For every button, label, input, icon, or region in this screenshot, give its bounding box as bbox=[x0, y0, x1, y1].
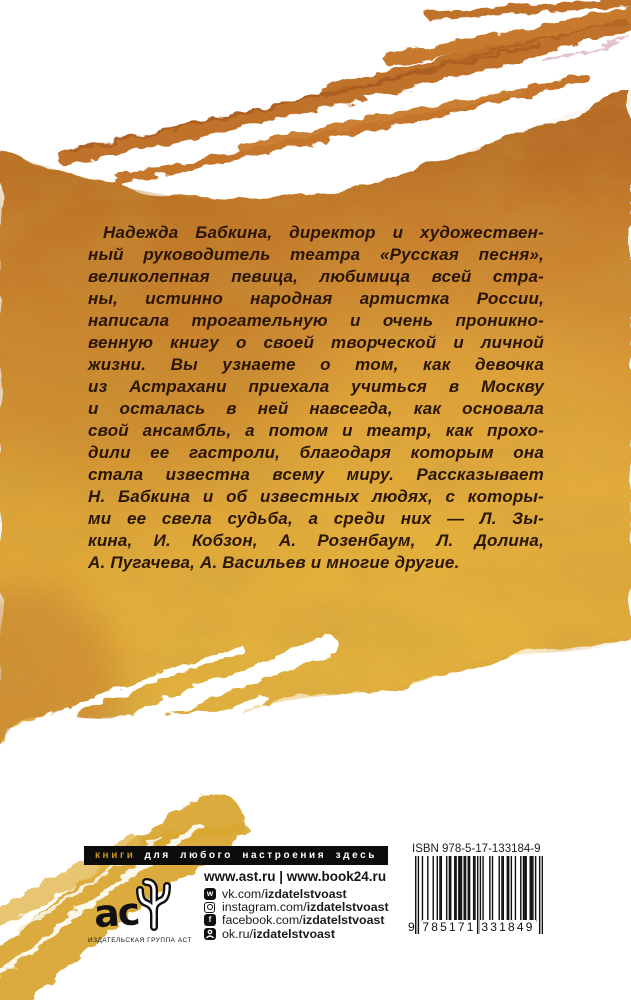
annotation-line: кина, И. Кобзон, А. Розенбаум, Л. Долина, bbox=[88, 531, 544, 550]
social-prefix: instagram.com/ bbox=[222, 900, 307, 915]
annotation-line: великолепная певица, любимица всей стра- bbox=[88, 267, 544, 286]
barcode-digits-right: 331849 bbox=[481, 920, 535, 934]
publisher-logo-block bbox=[88, 874, 192, 944]
annotation-line: дили ее гастроли, благодаря которым она bbox=[88, 443, 544, 462]
barcode-digits-left: 785171 bbox=[422, 920, 476, 934]
annotation-line: свой ансамбль, а потом и театр, как прохо- bbox=[88, 421, 544, 440]
facebook-icon: f bbox=[204, 914, 216, 926]
annotation-line: Н. Бабкина и об известных людях, с которы- bbox=[88, 487, 544, 506]
annotation-line: из Астрахани приехала учиться в Москву bbox=[88, 377, 544, 396]
slogan-rest: для любого настроения здесь bbox=[144, 850, 378, 861]
social-links bbox=[204, 887, 389, 941]
instagram-icon bbox=[204, 902, 215, 913]
social-link-instagram bbox=[204, 900, 389, 913]
isbn-text: ISBN 978-5-17-133184-9 bbox=[412, 843, 541, 855]
websites-line: www.ast.ru | www.book24.ru bbox=[204, 869, 387, 884]
ast-logo-figure bbox=[140, 882, 167, 927]
social-link-facebook bbox=[204, 914, 389, 927]
annotation-line: жизни. Вы узнаете о том, как девочка bbox=[88, 355, 544, 374]
annotation-line: и осталась в ней навсегда, как основала bbox=[88, 399, 544, 418]
annotation-line: ны, истинно народная артистка России, bbox=[88, 289, 544, 308]
annotation-line: венную книгу о своей творческой и личной bbox=[88, 333, 544, 352]
slogan-bar bbox=[84, 846, 388, 865]
social-account: izdatelstvoast bbox=[302, 913, 385, 928]
slogan-highlight: книги bbox=[94, 850, 136, 861]
social-account: izdatelstvoast bbox=[264, 886, 347, 901]
social-account: izdatelstvoast bbox=[253, 926, 335, 941]
social-link-vk bbox=[204, 887, 389, 900]
social-prefix: ok.ru/ bbox=[222, 926, 253, 941]
social-link-ok bbox=[204, 927, 389, 940]
publisher-tagline: ИЗДАТЕЛЬСКАЯ ГРУППА АСТ bbox=[88, 937, 192, 944]
barcode-digit-first: 9 bbox=[408, 920, 417, 934]
annotation-line: ный руководитель театра «Русская песня», bbox=[88, 245, 544, 264]
annotation-line: написала трогательную и очень проникно- bbox=[88, 311, 544, 330]
annotation-line: ми ее свела судьба, а среди них — Л. Зы- bbox=[88, 509, 544, 528]
annotation-paragraph bbox=[88, 222, 544, 574]
annotation-line: А. Пугачева, А. Васильев и многие другие. bbox=[88, 553, 460, 572]
ast-logo bbox=[88, 874, 188, 932]
social-prefix: vk.com/ bbox=[222, 886, 265, 901]
vk-icon: w bbox=[204, 888, 216, 900]
annotation-line: Надежда Бабкина, директор и художествен- bbox=[103, 223, 544, 242]
social-account: izdatelstvoast bbox=[306, 900, 389, 915]
social-prefix: facebook.com/ bbox=[222, 913, 303, 928]
ok-icon bbox=[204, 928, 216, 940]
annotation-line: стала известна всему миру. Рассказывает bbox=[88, 465, 544, 484]
barcode-digits bbox=[410, 920, 546, 935]
ast-logo-letters: ас bbox=[92, 889, 140, 932]
ean13-barcode bbox=[410, 856, 546, 942]
